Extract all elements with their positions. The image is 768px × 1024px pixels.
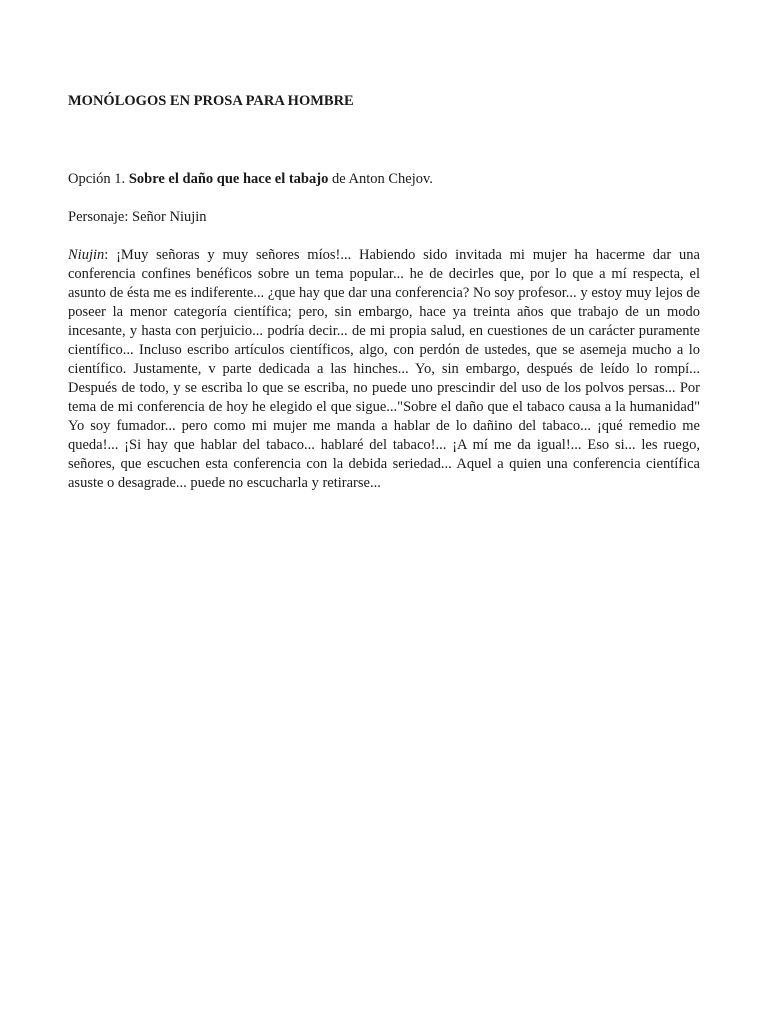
option-suffix: de Anton Chejov. (328, 171, 433, 187)
option-line (68, 171, 433, 188)
speaker-name: Niujin (68, 247, 105, 263)
option-prefix: Opción 1. (68, 171, 129, 187)
work-title: Sobre el daño que hace el tabajo (128, 171, 329, 187)
monologue-text: : ¡Muy señoras y muy señores míos!... Habiendo sido invitada mi mujer ha hacerme dar una conferencia confines benéficos sobre un tema popular... he de decirles que, por lo que a mí respecta, el asunto de ésta me es indiferente... ¿que hay que dar una conferencia? No soy profesor... y estoy muy lejos de poseer la menor categoría científica; pero, sin embargo, hace ya treinta años que trabajo de un modo incesante, y hasta con perjuicio... podría decir... de mi propia salud, en cuestiones de un carácter puramente científico... Incluso escribo artículos científicos, algo, con perdón de ustedes, que se asemeja mucho a lo científico. Justamente, v parte dedicada a las hinches... Yo, sin embargo, después de leído lo rompí... Después de todo, y se escriba lo que se escriba, no puede uno prescindir del uso de los polvos persas... Por tema de mi conferencia de hoy he elegido el que sigue..."Sobre el daño que el tabaco causa a la humanidad" Yo soy fumador... pero como mi mujer me manda a hablar de lo dañino del tabaco... ¡qué remedio me queda!... ¡Si hay que hablar del tabaco... hablaré del tabaco!... ¡A mí me da igual!... Eso si... les ruego, señores, que escuchen esta conferencia con la debida seriedad... Aquel a quien una conferencia científica asuste o desagrade... puede no escucharla y retirarse... (68, 247, 700, 491)
character-line: Personaje: Señor Niujin (68, 209, 207, 225)
monologue-paragraph (68, 246, 700, 493)
document-title: MONÓLOGOS EN PROSA PARA HOMBRE (68, 93, 354, 109)
